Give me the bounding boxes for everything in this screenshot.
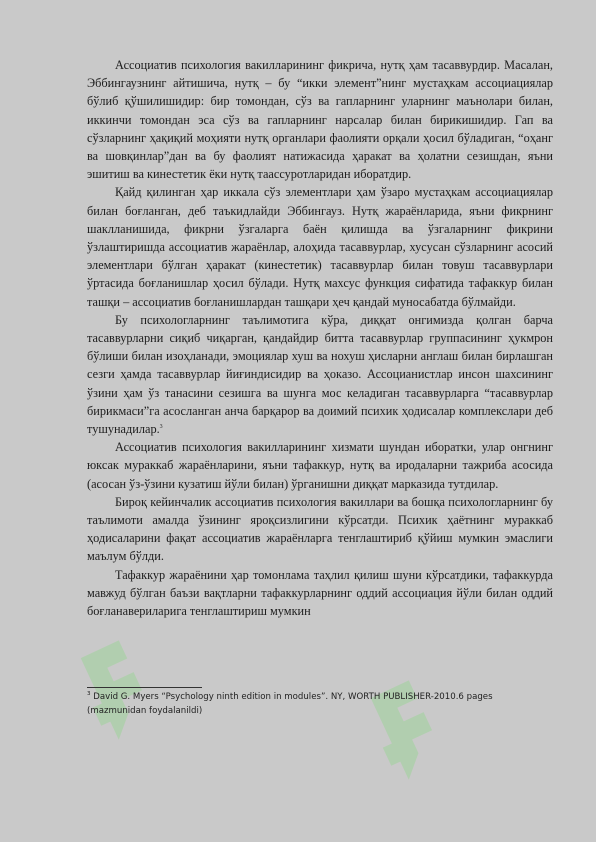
footnote-marker: 3 — [87, 691, 91, 698]
paragraph-2: Қайд қилинган ҳар иккала сўз элементлари ҳам ўзаро мустаҳкам ассоциациялар билан боғланган, деб таъкидлайди Эббингауз. Нутқ жараёнларида, яъни фикрнинг шаклланишида, фикрни ўзгаларга баён қилишда ва ўзгаларнинг фикрини ўзлаштиришда ассоциатив жараёнлар, алоҳида тасаввурлар, хусусан сўзларнинг асосий элементлари бўлган ҳаракат (кинестетик) тасаввурлар билан товуш тасаввурлари ўртасида боғланишлар ҳосил бўлади. Нутқ махсус функция сифатида тафаккур билан ташқи – ассоциатив боғланишлардан ташқари ҳеч қандай муносабатда бўлмайди. — [87, 185, 553, 309]
paragraph-1: Ассоциатив психология вакилларининг фикрича, нутқ ҳам тасаввурдир. Масалан, Эббингаузнинг айтишича, нутқ – бу “икки элемент”нинг мустаҳкам ассоциациялар бўлиб қўшилишидир: бир томондан, сўз ва гапларнинг уларнинг маънолари билан, иккинчи томондан эса сўз ва гапларнинг нарсалар билан бирикишидир. Гап ва сўзларнинг ҳақиқий моҳияти нутқ органлари фаолияти орқали ҳосил бўладиган, “оҳанг ва шовқинлар”дан ва бу фаолият натижасида ҳаракат ва ҳолатни сезишдан, яъни эшитиш ва кинестетик ёки нутқ таассуротларидан иборатдир. — [87, 58, 553, 182]
paragraph-3 — [87, 311, 553, 438]
footnote-divider — [87, 687, 202, 688]
footnote-reference[interactable]: 3 — [159, 423, 163, 430]
paragraph-4: Ассоциатив психология вакилларининг хизмати шундан иборатки, улар онгнинг юксак мураккаб жараёнларини, яъни тафаккур, нутқ ва иродаларни тажриба асосида (асосан ўз-ўзини кузатиш йўли билан) ўрганишни диққат марказида тутдилар. — [87, 440, 553, 491]
paragraph-5: Бироқ кейинчалик ассоциатив психология вакиллари ва бошқа психологларнинг бу таълимоти амалда ўзининг яроқсизлигини кўрсатди. Психик ҳаётнинг мураккаб ҳодисаларини фақат ассоциатив жараёнларга тенглаштириб қўйиш мумкин эмаслиги маълум бўлди. — [87, 494, 553, 564]
footnote — [87, 691, 553, 718]
paragraph-3-text: Бу психологларнинг таълимотига кўра, диққат онгимизда қолган барча тасаввурларни сиқиб чиқарган, қандайдир битта тасаввурлар группасининг ҳукмрон бўлиши билан изоҳланади, эмоциялар хуш ва нохуш ҳисларни англаш билан бирлашган сезги ҳамда тасаввурлар йиғиндисидир ва ҳоказо. Ассоцианистлар инсон шахсининг ўзини ҳам ўз танасини сезишга ва шунга мос келадиган тасаввурларга “тасаввурлар бирикмаси”га асосланган анча барқарор ва доимий психик ҳодисалар комплекслари деб тушунадилар. — [87, 312, 553, 437]
paragraph-6: Тафаккур жараёнини ҳар томонлама таҳлил қилиш шуни кўрсатдики, тафаккурда мавжуд бўлган баъзи вақтларни тафаккурларнинг оддий ассоциация йўли билан оддий боғланавериларига тенглаштириш мумкин — [87, 567, 553, 619]
body-text — [87, 56, 553, 620]
footnote-text: David G. Myers “Psychology ninth edition in modules”. NY, WORTH PUBLISHER-2010.6 pages (mazmunidan foydalanildi) — [87, 692, 493, 716]
